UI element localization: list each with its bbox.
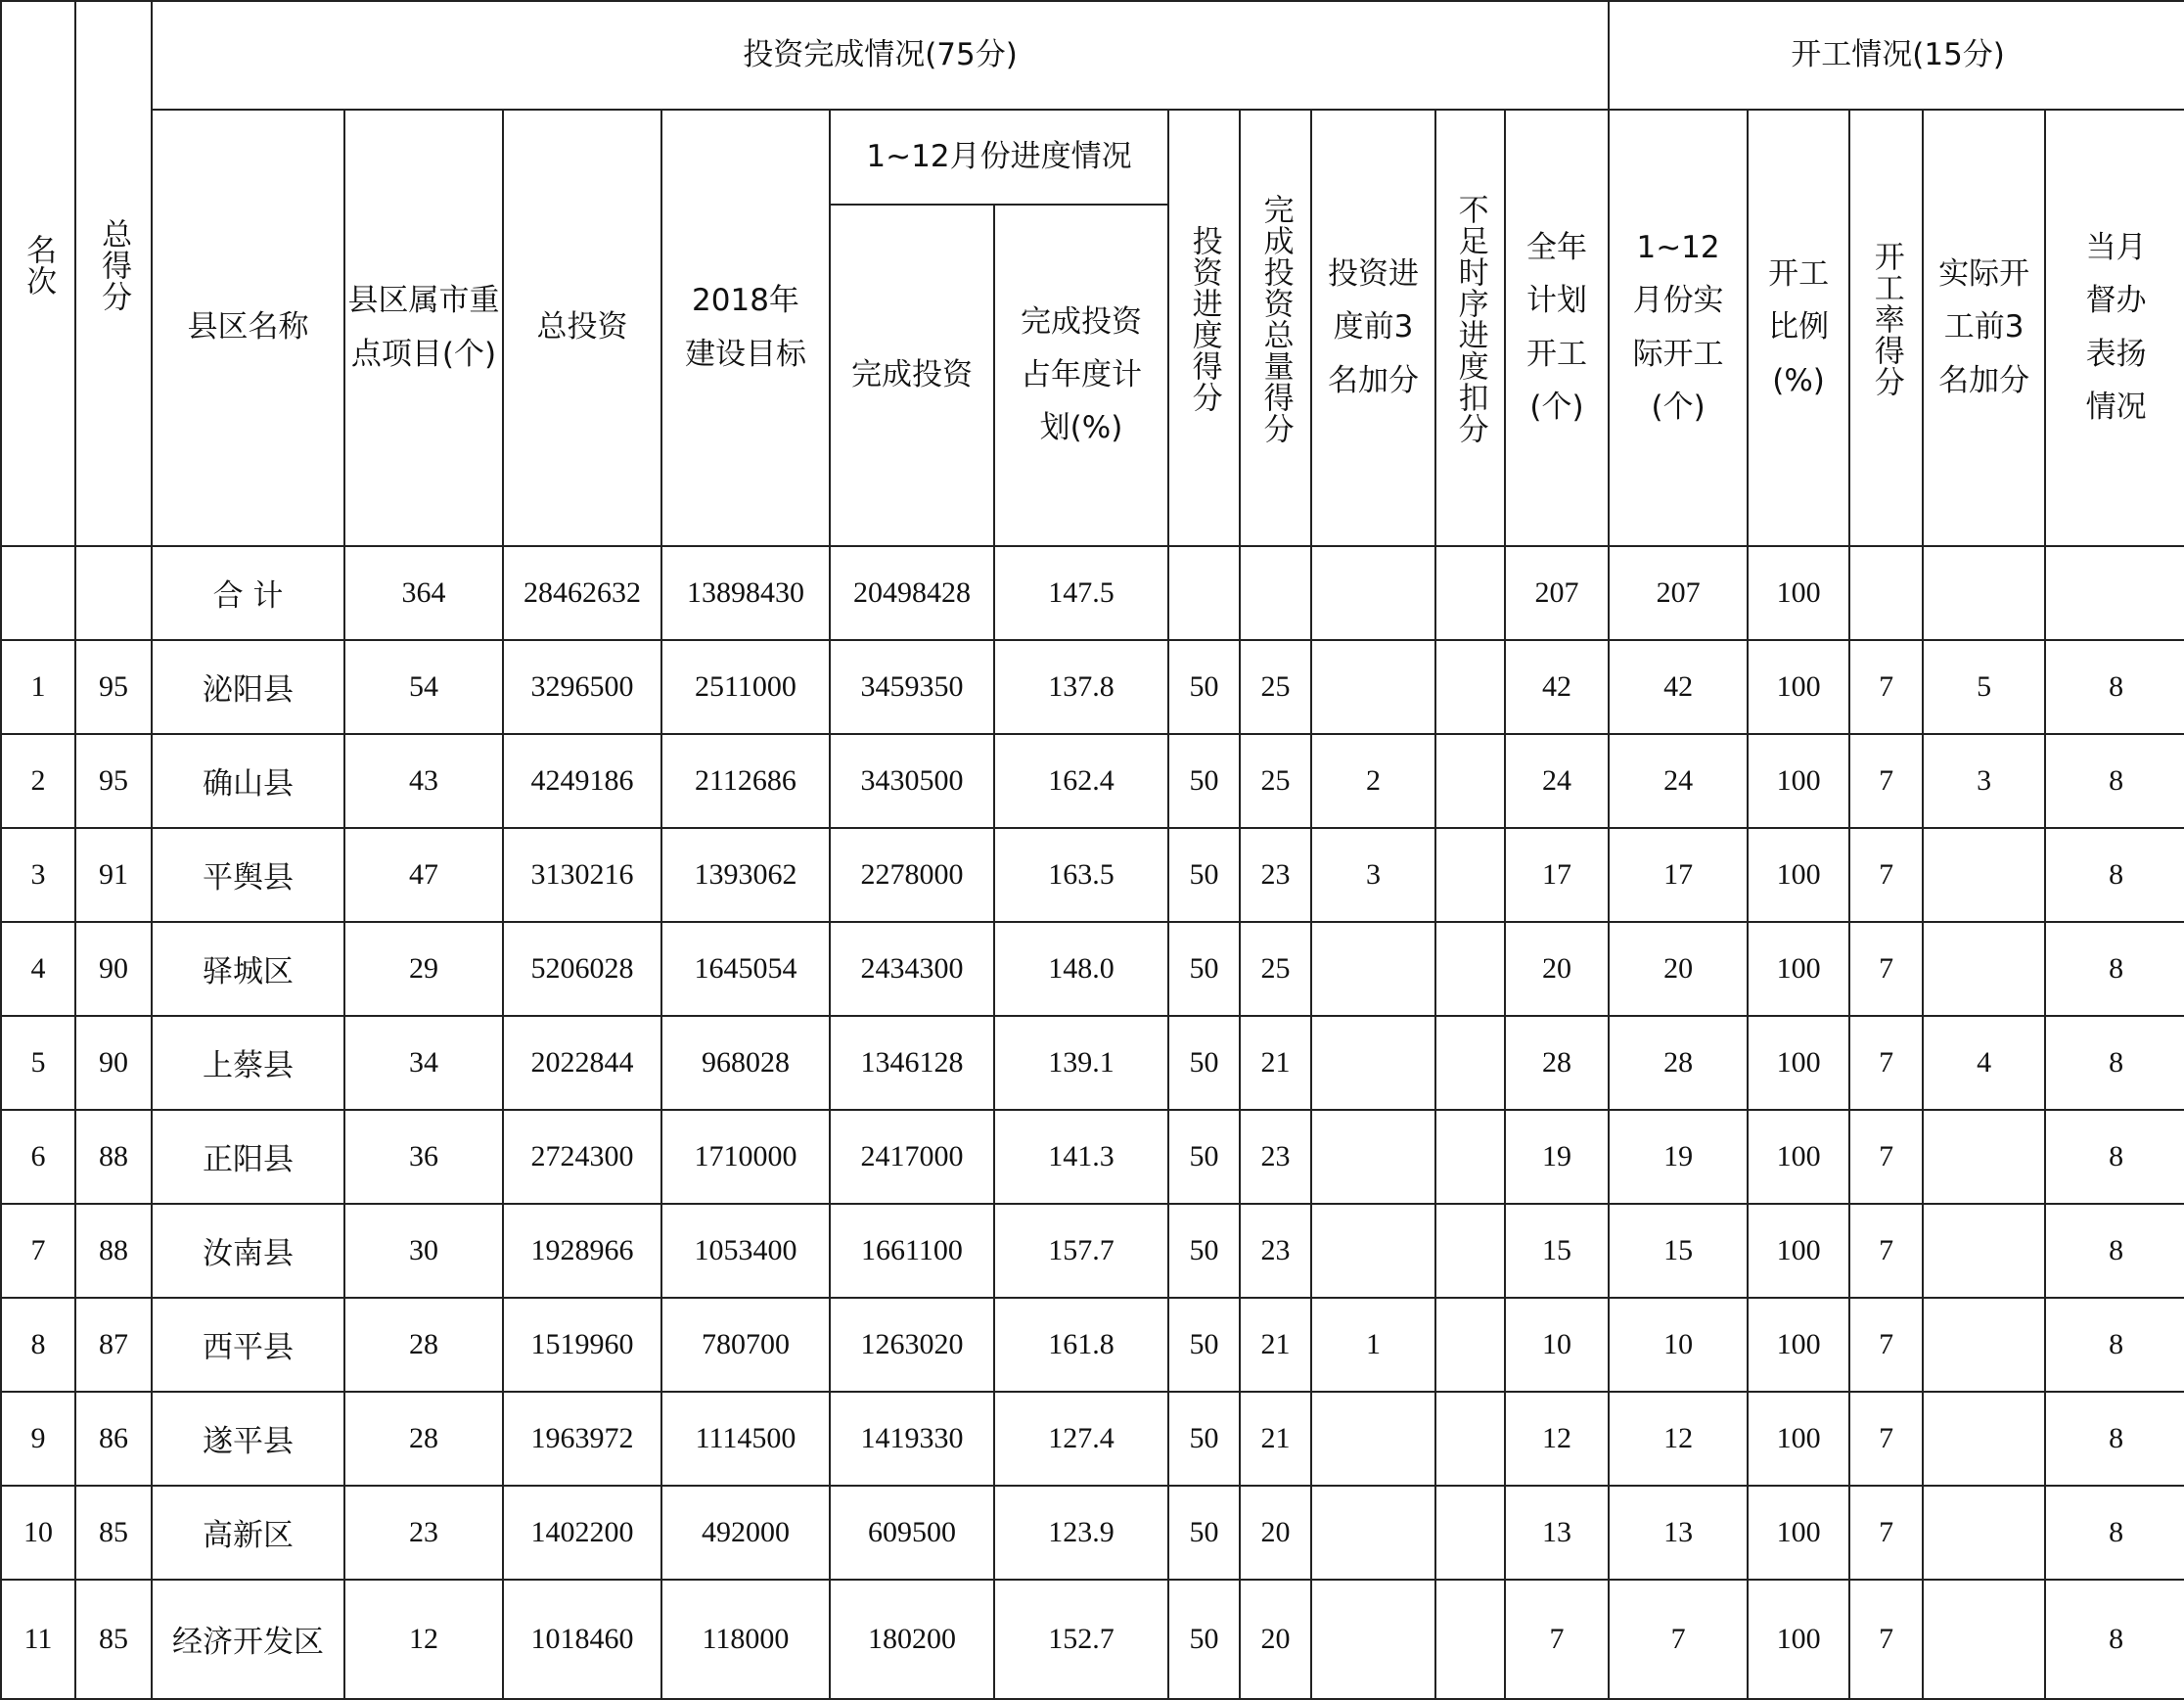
table-row: [1, 1486, 2184, 1580]
header-row-2: [1, 110, 2184, 205]
cell-progress-score: 50: [1168, 640, 1240, 734]
cell-target-2018: 1645054: [661, 922, 830, 1016]
header-key-projects: 县区属市重点项目(个): [344, 110, 503, 546]
cell-progress-score: 50: [1168, 734, 1240, 828]
cell-start-top3-bonus: [1923, 1580, 2045, 1699]
cell-amount-score: 21: [1240, 1298, 1311, 1392]
cell-timing-deduction: [1435, 1110, 1505, 1204]
cell-monthly-praise: 8: [2045, 828, 2184, 922]
cell-top3-bonus: 1: [1311, 1298, 1435, 1392]
cell-completed-pct: 162.4: [994, 734, 1168, 828]
cell-amount-score: 23: [1240, 1204, 1311, 1298]
cell-county-name: 确山县: [152, 734, 344, 828]
header-start-ratio: 开工比例(%): [1748, 110, 1849, 546]
header-progress-group: 1~12月份进度情况: [830, 110, 1168, 205]
cell-actual-starts: 42: [1609, 640, 1748, 734]
cell-total-score: 86: [75, 1392, 152, 1486]
cell-planned-starts: 28: [1505, 1016, 1609, 1110]
total-planned-starts: 207: [1505, 546, 1609, 640]
cell-completed-pct: 141.3: [994, 1110, 1168, 1204]
cell-total-score: 91: [75, 828, 152, 922]
total-completed-investment: 20498428: [830, 546, 994, 640]
cell-target-2018: 1710000: [661, 1110, 830, 1204]
cell-actual-starts: 10: [1609, 1298, 1748, 1392]
cell-monthly-praise: 8: [2045, 1298, 2184, 1392]
cell-timing-deduction: [1435, 1016, 1505, 1110]
cell-top3-bonus: [1311, 1580, 1435, 1699]
cell-start-top3-bonus: 5: [1923, 640, 2045, 734]
cell-total-investment: 1963972: [503, 1392, 661, 1486]
total-label: 合 计: [152, 546, 344, 640]
cell-rank: 4: [1, 922, 75, 1016]
cell-start-top3-bonus: 4: [1923, 1016, 2045, 1110]
cell-rank: 3: [1, 828, 75, 922]
cell-target-2018: 1393062: [661, 828, 830, 922]
cell-monthly-praise: 8: [2045, 1580, 2184, 1699]
table-row: [1, 1110, 2184, 1204]
cell-total-investment: 5206028: [503, 922, 661, 1016]
cell-start-ratio: 100: [1748, 922, 1849, 1016]
cell-planned-starts: 19: [1505, 1110, 1609, 1204]
cell-top3-bonus: [1311, 1204, 1435, 1298]
table-row: [1, 1016, 2184, 1110]
cell-planned-starts: 13: [1505, 1486, 1609, 1580]
cell-county-name: 泌阳县: [152, 640, 344, 734]
cell-progress-score: 50: [1168, 828, 1240, 922]
table-row: [1, 640, 2184, 734]
table-row: [1, 1298, 2184, 1392]
cell-top3-bonus: [1311, 1110, 1435, 1204]
cell-county-name: 平舆县: [152, 828, 344, 922]
total-actual-starts: 207: [1609, 546, 1748, 640]
cell-total-score: 85: [75, 1486, 152, 1580]
cell-top3-bonus: [1311, 922, 1435, 1016]
cell-rank: 1: [1, 640, 75, 734]
cell-county-name: 正阳县: [152, 1110, 344, 1204]
table-row: [1, 1392, 2184, 1486]
cell-timing-deduction: [1435, 922, 1505, 1016]
total-row: [1, 546, 2184, 640]
cell-key-projects: 28: [344, 1392, 503, 1486]
cell-actual-starts: 15: [1609, 1204, 1748, 1298]
cell-key-projects: 54: [344, 640, 503, 734]
cell-completed-pct: 137.8: [994, 640, 1168, 734]
cell-county-name: 遂平县: [152, 1392, 344, 1486]
cell-completed-investment: 1419330: [830, 1392, 994, 1486]
cell-timing-deduction: [1435, 1298, 1505, 1392]
header-start-top3-bonus: 实际开工前3名加分: [1923, 110, 2045, 546]
cell-top3-bonus: [1311, 640, 1435, 734]
table-row: [1, 922, 2184, 1016]
cell-key-projects: 36: [344, 1110, 503, 1204]
cell-start-rate-score: 7: [1849, 734, 1923, 828]
cell-start-ratio: 100: [1748, 734, 1849, 828]
cell-total-score: 88: [75, 1110, 152, 1204]
header-completed-investment: 完成投资: [830, 205, 994, 546]
cell-completed-pct: 157.7: [994, 1204, 1168, 1298]
header-progress-score: 投资进度得分: [1168, 110, 1240, 546]
cell-total-investment: 1402200: [503, 1486, 661, 1580]
cell-top3-bonus: 2: [1311, 734, 1435, 828]
cell-actual-starts: 12: [1609, 1392, 1748, 1486]
cell-monthly-praise: 8: [2045, 640, 2184, 734]
cell-start-ratio: 100: [1748, 1580, 1849, 1699]
cell-completed-investment: 1346128: [830, 1016, 994, 1110]
cell-completed-pct: 139.1: [994, 1016, 1168, 1110]
cell-start-rate-score: 7: [1849, 1110, 1923, 1204]
cell-progress-score: 50: [1168, 1580, 1240, 1699]
cell-timing-deduction: [1435, 1580, 1505, 1699]
cell-start-top3-bonus: [1923, 828, 2045, 922]
cell-amount-score: 21: [1240, 1392, 1311, 1486]
cell-start-rate-score: 7: [1849, 1298, 1923, 1392]
cell-key-projects: 29: [344, 922, 503, 1016]
cell-start-ratio: 100: [1748, 1298, 1849, 1392]
cell-total-investment: 1018460: [503, 1580, 661, 1699]
cell-progress-score: 50: [1168, 1392, 1240, 1486]
header-start-group: 开工情况(15分): [1609, 1, 2184, 110]
total-completed-pct: 147.5: [994, 546, 1168, 640]
cell-key-projects: 34: [344, 1016, 503, 1110]
cell-start-ratio: 100: [1748, 1204, 1849, 1298]
cell-key-projects: 30: [344, 1204, 503, 1298]
cell-monthly-praise: 8: [2045, 1110, 2184, 1204]
cell-rank: 8: [1, 1298, 75, 1392]
cell-actual-starts: 17: [1609, 828, 1748, 922]
cell-start-ratio: 100: [1748, 1016, 1849, 1110]
header-completed-pct: 完成投资占年度计划(%): [994, 205, 1168, 546]
cell-start-rate-score: 7: [1849, 828, 1923, 922]
header-target-2018: 2018年建设目标: [661, 110, 830, 546]
cell-total-score: 88: [75, 1204, 152, 1298]
cell-completed-investment: 180200: [830, 1580, 994, 1699]
cell-start-ratio: 100: [1748, 1486, 1849, 1580]
cell-completed-pct: 152.7: [994, 1580, 1168, 1699]
cell-total-investment: 3296500: [503, 640, 661, 734]
cell-amount-score: 25: [1240, 922, 1311, 1016]
header-monthly-praise: 当月督办表扬情况: [2045, 110, 2184, 546]
header-actual-starts: 1~12月份实际开工(个): [1609, 110, 1748, 546]
header-timing-deduction: 不足时序进度扣分: [1435, 110, 1505, 546]
cell-monthly-praise: 8: [2045, 1204, 2184, 1298]
header-top3-bonus: 投资进度前3名加分: [1311, 110, 1435, 546]
cell-completed-pct: 163.5: [994, 828, 1168, 922]
cell-target-2018: 1053400: [661, 1204, 830, 1298]
cell-start-rate-score: 7: [1849, 1392, 1923, 1486]
header-total-score: 总得分: [75, 1, 152, 546]
cell-key-projects: 43: [344, 734, 503, 828]
cell-start-ratio: 100: [1748, 640, 1849, 734]
cell-progress-score: 50: [1168, 1486, 1240, 1580]
cell-total-investment: 2022844: [503, 1016, 661, 1110]
header-rank: 名次: [1, 1, 75, 546]
cell-total-score: 95: [75, 640, 152, 734]
cell-start-top3-bonus: [1923, 1110, 2045, 1204]
cell-monthly-praise: 8: [2045, 922, 2184, 1016]
cell-key-projects: 12: [344, 1580, 503, 1699]
cell-timing-deduction: [1435, 640, 1505, 734]
cell-actual-starts: 24: [1609, 734, 1748, 828]
cell-target-2018: 780700: [661, 1298, 830, 1392]
cell-target-2018: 2112686: [661, 734, 830, 828]
cell-target-2018: 1114500: [661, 1392, 830, 1486]
cell-progress-score: 50: [1168, 1298, 1240, 1392]
cell-start-top3-bonus: 3: [1923, 734, 2045, 828]
cell-total-investment: 2724300: [503, 1110, 661, 1204]
cell-monthly-praise: 8: [2045, 1486, 2184, 1580]
cell-completed-pct: 161.8: [994, 1298, 1168, 1392]
cell-total-score: 90: [75, 1016, 152, 1110]
cell-planned-starts: 7: [1505, 1580, 1609, 1699]
cell-start-rate-score: 7: [1849, 1204, 1923, 1298]
cell-start-rate-score: 7: [1849, 1486, 1923, 1580]
cell-completed-investment: 2278000: [830, 828, 994, 922]
cell-actual-starts: 7: [1609, 1580, 1748, 1699]
cell-amount-score: 20: [1240, 1580, 1311, 1699]
cell-target-2018: 968028: [661, 1016, 830, 1110]
cell-top3-bonus: [1311, 1486, 1435, 1580]
cell-total-investment: 3130216: [503, 828, 661, 922]
cell-amount-score: 23: [1240, 1110, 1311, 1204]
cell-total-investment: 1519960: [503, 1298, 661, 1392]
cell-planned-starts: 12: [1505, 1392, 1609, 1486]
cell-target-2018: 2511000: [661, 640, 830, 734]
cell-start-rate-score: 7: [1849, 1016, 1923, 1110]
table-row: [1, 1580, 2184, 1699]
cell-timing-deduction: [1435, 1392, 1505, 1486]
header-county-name: 县区名称: [152, 110, 344, 546]
cell-completed-investment: 1661100: [830, 1204, 994, 1298]
cell-start-top3-bonus: [1923, 1204, 2045, 1298]
cell-amount-score: 23: [1240, 828, 1311, 922]
cell-county-name: 西平县: [152, 1298, 344, 1392]
cell-amount-score: 25: [1240, 734, 1311, 828]
header-amount-score: 完成投资总量得分: [1240, 110, 1311, 546]
cell-total-score: 90: [75, 922, 152, 1016]
cell-rank: 10: [1, 1486, 75, 1580]
cell-start-top3-bonus: [1923, 922, 2045, 1016]
cell-rank: 5: [1, 1016, 75, 1110]
cell-completed-investment: 609500: [830, 1486, 994, 1580]
cell-monthly-praise: 8: [2045, 1016, 2184, 1110]
cell-start-rate-score: 7: [1849, 922, 1923, 1016]
cell-start-rate-score: 7: [1849, 640, 1923, 734]
cell-start-ratio: 100: [1748, 1110, 1849, 1204]
cell-completed-investment: 2417000: [830, 1110, 994, 1204]
cell-planned-starts: 15: [1505, 1204, 1609, 1298]
cell-start-top3-bonus: [1923, 1392, 2045, 1486]
cell-total-investment: 1928966: [503, 1204, 661, 1298]
cell-planned-starts: 10: [1505, 1298, 1609, 1392]
header-start-rate-score: 开工率得分: [1849, 110, 1923, 546]
cell-target-2018: 118000: [661, 1580, 830, 1699]
cell-total-investment: 4249186: [503, 734, 661, 828]
cell-county-name: 汝南县: [152, 1204, 344, 1298]
cell-county-name: 驿城区: [152, 922, 344, 1016]
table-row: [1, 1204, 2184, 1298]
cell-planned-starts: 20: [1505, 922, 1609, 1016]
cell-timing-deduction: [1435, 1486, 1505, 1580]
cell-completed-investment: 2434300: [830, 922, 994, 1016]
header-planned-starts: 全年计划开工(个): [1505, 110, 1609, 546]
header-total-investment: 总投资: [503, 110, 661, 546]
total-target-2018: 13898430: [661, 546, 830, 640]
cell-timing-deduction: [1435, 828, 1505, 922]
header-investment-group: 投资完成情况(75分): [152, 1, 1609, 110]
cell-actual-starts: 13: [1609, 1486, 1748, 1580]
cell-monthly-praise: 8: [2045, 734, 2184, 828]
cell-county-name: 上蔡县: [152, 1016, 344, 1110]
cell-county-name: 高新区: [152, 1486, 344, 1580]
cell-key-projects: 47: [344, 828, 503, 922]
cell-completed-investment: 3459350: [830, 640, 994, 734]
cell-start-top3-bonus: [1923, 1298, 2045, 1392]
cell-rank: 6: [1, 1110, 75, 1204]
cell-start-ratio: 100: [1748, 828, 1849, 922]
cell-key-projects: 23: [344, 1486, 503, 1580]
cell-amount-score: 20: [1240, 1486, 1311, 1580]
table-row: [1, 734, 2184, 828]
total-total-investment: 28462632: [503, 546, 661, 640]
cell-progress-score: 50: [1168, 1110, 1240, 1204]
cell-total-score: 85: [75, 1580, 152, 1699]
cell-planned-starts: 42: [1505, 640, 1609, 734]
cell-top3-bonus: 3: [1311, 828, 1435, 922]
cell-county-name: 经济开发区: [152, 1580, 344, 1699]
cell-amount-score: 21: [1240, 1016, 1311, 1110]
cell-monthly-praise: 8: [2045, 1392, 2184, 1486]
header-row-1: [1, 1, 2184, 110]
cell-rank: 7: [1, 1204, 75, 1298]
cell-progress-score: 50: [1168, 1016, 1240, 1110]
cell-completed-pct: 123.9: [994, 1486, 1168, 1580]
cell-timing-deduction: [1435, 1204, 1505, 1298]
cell-rank: 9: [1, 1392, 75, 1486]
cell-actual-starts: 20: [1609, 922, 1748, 1016]
cell-planned-starts: 24: [1505, 734, 1609, 828]
cell-top3-bonus: [1311, 1392, 1435, 1486]
cell-key-projects: 28: [344, 1298, 503, 1392]
cell-completed-investment: 1263020: [830, 1298, 994, 1392]
total-start-ratio: 100: [1748, 546, 1849, 640]
cell-completed-pct: 148.0: [994, 922, 1168, 1016]
table-row: [1, 828, 2184, 922]
cell-progress-score: 50: [1168, 922, 1240, 1016]
cell-rank: 11: [1, 1580, 75, 1699]
cell-progress-score: 50: [1168, 1204, 1240, 1298]
cell-completed-pct: 127.4: [994, 1392, 1168, 1486]
cell-start-ratio: 100: [1748, 1392, 1849, 1486]
cell-target-2018: 492000: [661, 1486, 830, 1580]
cell-start-top3-bonus: [1923, 1486, 2045, 1580]
cell-rank: 2: [1, 734, 75, 828]
cell-total-score: 87: [75, 1298, 152, 1392]
cell-planned-starts: 17: [1505, 828, 1609, 922]
cell-actual-starts: 28: [1609, 1016, 1748, 1110]
cell-start-rate-score: 7: [1849, 1580, 1923, 1699]
cell-timing-deduction: [1435, 734, 1505, 828]
cell-top3-bonus: [1311, 1016, 1435, 1110]
total-key-projects: 364: [344, 546, 503, 640]
cell-total-score: 95: [75, 734, 152, 828]
cell-actual-starts: 19: [1609, 1110, 1748, 1204]
cell-amount-score: 25: [1240, 640, 1311, 734]
cell-completed-investment: 3430500: [830, 734, 994, 828]
